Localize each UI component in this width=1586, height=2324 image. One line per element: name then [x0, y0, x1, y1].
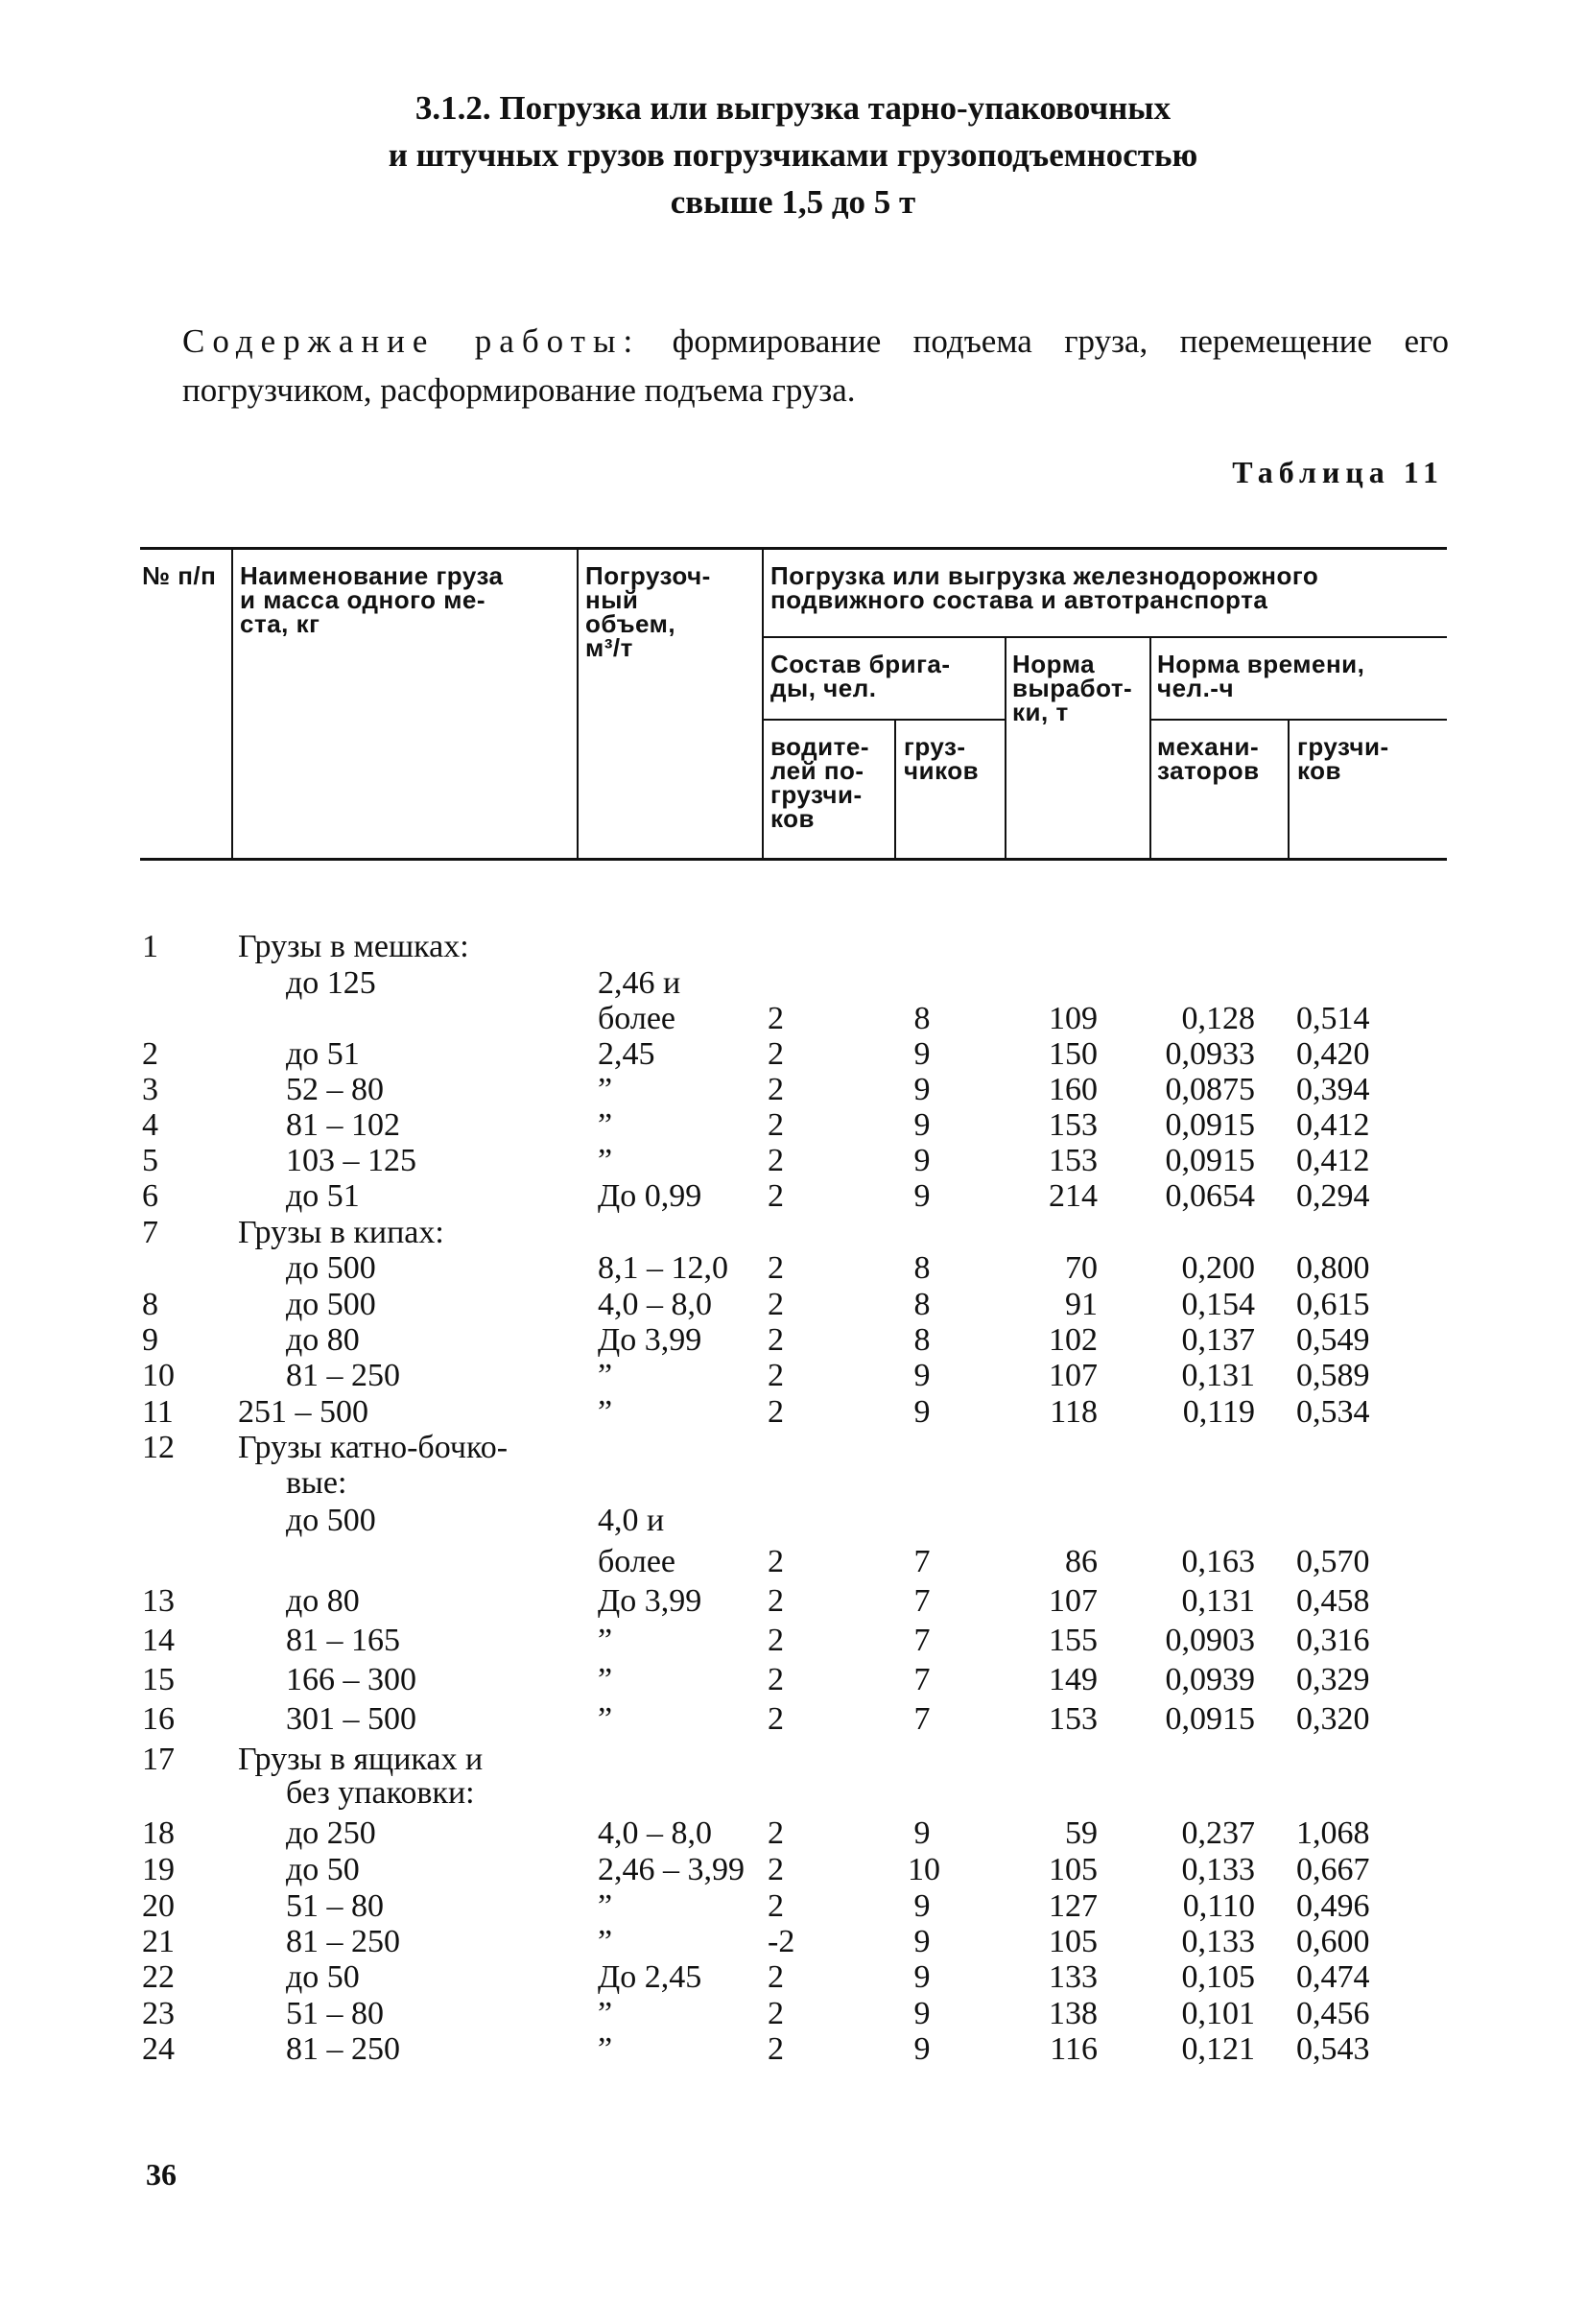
crew-drivers: 2 [768, 1996, 784, 2031]
norm-time-mechanizers: 0,0915 [1165, 1143, 1255, 1178]
header-subrule [763, 719, 1005, 721]
norm-time-mechanizers: 0,131 [1181, 1358, 1255, 1393]
norm-time-mechanizers: 0,0654 [1165, 1178, 1255, 1214]
cargo-name: 81 – 102 [286, 1107, 400, 1143]
norm-output: 153 [1049, 1701, 1098, 1737]
norm-output: 138 [1049, 1996, 1098, 2031]
row-number: 14 [142, 1623, 175, 1658]
norm-time-loaders: 0,412 [1296, 1107, 1370, 1143]
cargo-name: до 80 [286, 1322, 360, 1358]
norm-time-loaders: 0,534 [1296, 1394, 1370, 1430]
norm-output: 160 [1049, 1072, 1098, 1107]
header-num: № п/п [142, 561, 217, 590]
crew-loaders: 9 [913, 1072, 931, 1107]
norm-time-mechanizers: 0,137 [1181, 1322, 1255, 1358]
table-row [0, 1623, 1586, 1659]
norm-time-mechanizers: 0,105 [1181, 1959, 1255, 1995]
header-crew: Состав брига- ды, чел. [770, 650, 951, 702]
norm-time-mechanizers: 0,110 [1182, 1888, 1255, 1924]
cargo-name: 103 – 125 [286, 1143, 416, 1178]
norm-time-loaders: 0,589 [1296, 1358, 1370, 1393]
norm-time-loaders: 0,570 [1296, 1544, 1370, 1579]
table-caption: Таблица 11 [1232, 455, 1444, 489]
row-number: 3 [142, 1072, 158, 1107]
crew-loaders: 8 [913, 1001, 931, 1036]
table-row [0, 1036, 1586, 1073]
row-number: 22 [142, 1959, 175, 1995]
norm-time-loaders: 0,294 [1296, 1178, 1370, 1214]
norm-output: 150 [1049, 1036, 1098, 1072]
crew-loaders: 7 [913, 1701, 931, 1737]
table-row [0, 1924, 1586, 1960]
norm-time-mechanizers: 0,0915 [1165, 1107, 1255, 1143]
cargo-volume: ” [598, 1358, 613, 1393]
row-number: 13 [142, 1583, 175, 1619]
header-volume: Погрузоч- ный объем, м³/т [585, 561, 711, 662]
crew-drivers: 2 [768, 1888, 784, 1924]
crew-drivers: 2 [768, 1322, 784, 1358]
header-norm-output: Норма выработ- ки, т [1012, 650, 1133, 726]
crew-drivers: 2 [768, 2031, 784, 2067]
row-number: 1 [142, 929, 158, 964]
cargo-volume: ” [598, 1662, 613, 1697]
table-row [0, 1287, 1586, 1323]
header-subrule [1150, 719, 1447, 721]
crew-loaders: 9 [913, 1036, 931, 1072]
column-divider [1288, 720, 1290, 859]
table-row [0, 1215, 1586, 1251]
cargo-volume: ” [598, 2031, 613, 2067]
norm-output: 116 [1050, 2031, 1098, 2067]
cargo-volume: ” [598, 1107, 613, 1143]
column-divider [1005, 637, 1006, 859]
crew-loaders: 8 [913, 1322, 931, 1358]
title-line: свыше 1,5 до 5 т [670, 183, 916, 221]
norm-time-loaders: 0,496 [1296, 1888, 1370, 1924]
norm-time-mechanizers: 0,0915 [1165, 1701, 1255, 1737]
norm-time-mechanizers: 0,119 [1182, 1394, 1255, 1430]
crew-loaders: 9 [913, 1815, 931, 1851]
norm-time-mechanizers: 0,0875 [1165, 1072, 1255, 1107]
norm-output: 105 [1049, 1924, 1098, 1959]
crew-loaders: 9 [913, 1107, 931, 1143]
norm-output: 70 [1065, 1250, 1098, 1286]
cargo-volume: ” [598, 1701, 613, 1737]
crew-loaders: 8 [913, 1287, 931, 1322]
cargo-volume: ” [598, 1143, 613, 1178]
row-number: 20 [142, 1888, 175, 1924]
row-number: 19 [142, 1852, 175, 1887]
norm-time-mechanizers: 0,163 [1181, 1544, 1255, 1579]
row-number: 21 [142, 1924, 175, 1959]
table-row [0, 1430, 1586, 1466]
norm-time-mechanizers: 0,237 [1181, 1815, 1255, 1851]
table-row [0, 965, 1586, 1002]
table-row [0, 1143, 1586, 1179]
norm-time-loaders: 0,329 [1296, 1662, 1370, 1697]
norm-output: 118 [1050, 1394, 1098, 1430]
cargo-volume: До 3,99 [598, 1583, 702, 1619]
cargo-volume: До 0,99 [598, 1178, 702, 1214]
crew-drivers: 2 [768, 1358, 784, 1393]
norm-time-loaders: 0,800 [1296, 1250, 1370, 1286]
norm-time-loaders: 0,316 [1296, 1623, 1370, 1658]
cargo-name: без упаковки: [286, 1775, 475, 1811]
cargo-name: Грузы в кипах: [238, 1215, 444, 1250]
row-number: 2 [142, 1036, 158, 1072]
norm-time-loaders: 1,068 [1296, 1815, 1370, 1851]
header-group: Погрузка или выгрузка железнодорожного подвижного состава и автотранспорта [770, 561, 1319, 614]
crew-drivers: 2 [768, 1178, 784, 1214]
cargo-name: до 51 [286, 1178, 360, 1214]
table-row [0, 1394, 1586, 1431]
cargo-volume: ” [598, 1996, 613, 2031]
table-row [0, 929, 1586, 965]
table-row [0, 1996, 1586, 2032]
header-mechanizers: механи- заторов [1157, 732, 1260, 785]
norm-time-mechanizers: 0,101 [1181, 1996, 1255, 2031]
crew-drivers: 2 [768, 1583, 784, 1619]
norm-time-mechanizers: 0,121 [1181, 2031, 1255, 2067]
crew-loaders: 9 [913, 1924, 931, 1959]
row-number: 16 [142, 1701, 175, 1737]
crew-drivers: 2 [768, 1143, 784, 1178]
table-row [0, 1742, 1586, 1778]
cargo-name: до 125 [286, 965, 376, 1001]
crew-loaders: 7 [913, 1583, 931, 1619]
cargo-volume: более [598, 1001, 675, 1036]
page-number: 36 [146, 2157, 177, 2192]
cargo-volume: ” [598, 1072, 613, 1107]
crew-drivers: 2 [768, 1287, 784, 1322]
work-content-label: Содержание работы: [182, 322, 641, 360]
norm-time-loaders: 0,667 [1296, 1852, 1370, 1887]
cargo-name: 81 – 250 [286, 1924, 400, 1959]
norm-output: 109 [1049, 1001, 1098, 1036]
row-number: 10 [142, 1358, 175, 1393]
table-row [0, 1178, 1586, 1215]
cargo-name: до 50 [286, 1852, 360, 1887]
title-line: 3.1.2. Погрузка или выгрузка тарно-упаковочных [414, 89, 1172, 127]
cargo-volume: ” [598, 1888, 613, 1924]
crew-drivers: 2 [768, 1544, 784, 1579]
table-row [0, 1107, 1586, 1144]
norm-output: 107 [1049, 1583, 1098, 1619]
norm-time-loaders: 0,456 [1296, 1996, 1370, 2031]
row-number: 11 [142, 1394, 174, 1430]
norm-time-mechanizers: 0,131 [1181, 1583, 1255, 1619]
cargo-volume: 2,46 и [598, 965, 681, 1001]
norm-output: 105 [1049, 1852, 1098, 1887]
table-row [0, 1888, 1586, 1925]
norm-output: 107 [1049, 1358, 1098, 1393]
crew-loaders: 7 [913, 1662, 931, 1697]
cargo-name: 81 – 165 [286, 1623, 400, 1658]
norm-time-mechanizers: 0,0933 [1165, 1036, 1255, 1072]
norm-time-loaders: 0,420 [1296, 1036, 1370, 1072]
row-number: 24 [142, 2031, 175, 2067]
norm-output: 149 [1049, 1662, 1098, 1697]
table-row [0, 1959, 1586, 1996]
work-content-paragraph [182, 317, 1449, 415]
norm-time-mechanizers: 0,0939 [1165, 1662, 1255, 1697]
norm-output: 127 [1049, 1888, 1098, 1924]
norm-time-mechanizers: 0,133 [1181, 1852, 1255, 1887]
table-row [0, 1250, 1586, 1287]
norm-time-loaders: 0,458 [1296, 1583, 1370, 1619]
norm-time-loaders: 0,474 [1296, 1959, 1370, 1995]
cargo-name: до 250 [286, 1815, 376, 1851]
crew-loaders: 7 [913, 1544, 931, 1579]
cargo-name: 51 – 80 [286, 1996, 384, 2031]
crew-drivers: 2 [768, 1036, 784, 1072]
row-number: 7 [142, 1215, 158, 1250]
crew-drivers: 2 [768, 1394, 784, 1430]
norm-time-loaders: 0,543 [1296, 2031, 1370, 2067]
crew-drivers: 2 [768, 1959, 784, 1995]
cargo-name: до 500 [286, 1503, 376, 1538]
crew-drivers: 2 [768, 1662, 784, 1697]
norm-output: 102 [1049, 1322, 1098, 1358]
norm-output: 86 [1065, 1544, 1098, 1579]
crew-drivers: 2 [768, 1072, 784, 1107]
crew-loaders: 7 [913, 1623, 931, 1658]
cargo-name: 51 – 80 [286, 1888, 384, 1924]
table-row [0, 1815, 1586, 1852]
row-number: 9 [142, 1322, 158, 1358]
cargo-name: 52 – 80 [286, 1072, 384, 1107]
table-row [0, 2031, 1586, 2068]
column-divider [762, 549, 764, 859]
crew-loaders: 9 [913, 1143, 931, 1178]
norm-output: 214 [1049, 1178, 1098, 1214]
norm-time-mechanizers: 0,200 [1181, 1250, 1255, 1286]
norm-time-loaders: 0,615 [1296, 1287, 1370, 1322]
table-row [0, 1662, 1586, 1698]
norm-output: 91 [1065, 1287, 1098, 1322]
row-number: 15 [142, 1662, 175, 1697]
crew-loaders: 9 [913, 1959, 931, 1995]
crew-loaders: 9 [913, 1394, 931, 1430]
row-number: 8 [142, 1287, 158, 1322]
crew-loaders: 9 [913, 1996, 931, 2031]
row-number: 6 [142, 1178, 158, 1214]
cargo-name: до 500 [286, 1287, 376, 1322]
table-row [0, 1503, 1586, 1539]
cargo-volume: 4,0 – 8,0 [598, 1287, 712, 1322]
cargo-volume: ” [598, 1623, 613, 1658]
crew-drivers: 2 [768, 1815, 784, 1851]
norm-output: 133 [1049, 1959, 1098, 1995]
cargo-name: Грузы в ящиках и [238, 1742, 484, 1777]
cargo-volume: До 3,99 [598, 1322, 702, 1358]
table-row [0, 1465, 1586, 1502]
crew-drivers: -2 [768, 1924, 795, 1959]
table-row [0, 1072, 1586, 1108]
norm-time-mechanizers: 0,154 [1181, 1287, 1255, 1322]
norm-time-loaders: 0,549 [1296, 1322, 1370, 1358]
crew-loaders: 9 [913, 1888, 931, 1924]
table-row [0, 1358, 1586, 1394]
cargo-name: 251 – 500 [238, 1394, 368, 1430]
column-divider [231, 549, 233, 859]
table-row [0, 1001, 1586, 1037]
row-number: 4 [142, 1107, 158, 1143]
norm-time-mechanizers: 0,133 [1181, 1924, 1255, 1959]
cargo-name: 166 – 300 [286, 1662, 416, 1697]
row-number: 5 [142, 1143, 158, 1178]
header-loaders: груз- чиков [904, 732, 980, 785]
norm-time-loaders: 0,320 [1296, 1701, 1370, 1737]
table-header-bottom-rule [140, 858, 1447, 861]
crew-loaders: 9 [913, 1358, 931, 1393]
norm-time-loaders: 0,394 [1296, 1072, 1370, 1107]
title-line: и штучных грузов погрузчиками грузоподъемностью [388, 136, 1198, 174]
work-content-text: формирование подъема груза, перемещение его погрузчиком, расформирование подъема груза. [182, 322, 1450, 409]
header-subrule [763, 636, 1447, 638]
column-divider [577, 549, 579, 859]
table-row [0, 1544, 1586, 1580]
row-number: 17 [142, 1742, 175, 1777]
cargo-volume: 4,0 – 8,0 [598, 1815, 712, 1851]
cargo-volume: ” [598, 1394, 613, 1430]
norm-output: 155 [1049, 1623, 1098, 1658]
crew-drivers: 2 [768, 1623, 784, 1658]
cargo-volume: ” [598, 1924, 613, 1959]
norm-time-loaders: 0,600 [1296, 1924, 1370, 1959]
cargo-name: до 500 [286, 1250, 376, 1286]
cargo-name: до 80 [286, 1583, 360, 1619]
row-number: 12 [142, 1430, 175, 1465]
table-row [0, 1775, 1586, 1812]
norm-time-mechanizers: 0,0903 [1165, 1623, 1255, 1658]
norm-output: 153 [1049, 1107, 1098, 1143]
header-name: Наименование груза и масса одного ме- ста, кг [240, 561, 504, 638]
crew-loaders: 9 [913, 1178, 931, 1214]
cargo-volume: 2,46 – 3,99 [598, 1852, 745, 1887]
crew-loaders: 9 [913, 2031, 931, 2067]
crew-drivers: 2 [768, 1701, 784, 1737]
row-number: 18 [142, 1815, 175, 1851]
cargo-name: вые: [286, 1465, 347, 1501]
norm-time-loaders: 0,412 [1296, 1143, 1370, 1178]
norm-output: 153 [1049, 1143, 1098, 1178]
cargo-name: Грузы в мешках: [238, 929, 469, 964]
cargo-name: Грузы катно-бочко- [238, 1430, 509, 1465]
table-row [0, 1322, 1586, 1359]
header-loaders-time: грузчи- ков [1297, 732, 1389, 785]
row-number: 23 [142, 1996, 175, 2031]
table-row [0, 1852, 1586, 1888]
cargo-volume: 2,45 [598, 1036, 655, 1072]
crew-drivers: 2 [768, 1001, 784, 1036]
crew-loaders: 10 [908, 1852, 940, 1887]
cargo-name: 81 – 250 [286, 1358, 400, 1393]
table-row [0, 1701, 1586, 1738]
cargo-name: 81 – 250 [286, 2031, 400, 2067]
section-title [0, 84, 1586, 225]
crew-drivers: 2 [768, 1852, 784, 1887]
table-row [0, 1583, 1586, 1620]
crew-drivers: 2 [768, 1250, 784, 1286]
header-drivers: водите- лей по- грузчи- ков [770, 732, 870, 833]
header-norm-time: Норма времени, чел.-ч [1157, 650, 1365, 702]
norm-time-loaders: 0,514 [1296, 1001, 1370, 1036]
crew-drivers: 2 [768, 1107, 784, 1143]
norm-time-mechanizers: 0,128 [1181, 1001, 1255, 1036]
cargo-name: до 50 [286, 1959, 360, 1995]
cargo-volume: До 2,45 [598, 1959, 702, 1995]
crew-loaders: 8 [913, 1250, 931, 1286]
column-divider [1149, 637, 1151, 859]
table-top-rule [140, 547, 1447, 550]
cargo-volume: 4,0 и [598, 1503, 665, 1538]
cargo-volume: 8,1 – 12,0 [598, 1250, 728, 1286]
cargo-volume: более [598, 1544, 675, 1579]
cargo-name: до 51 [286, 1036, 360, 1072]
column-divider [894, 720, 896, 859]
cargo-name: 301 – 500 [286, 1701, 416, 1737]
norm-output: 59 [1065, 1815, 1098, 1851]
